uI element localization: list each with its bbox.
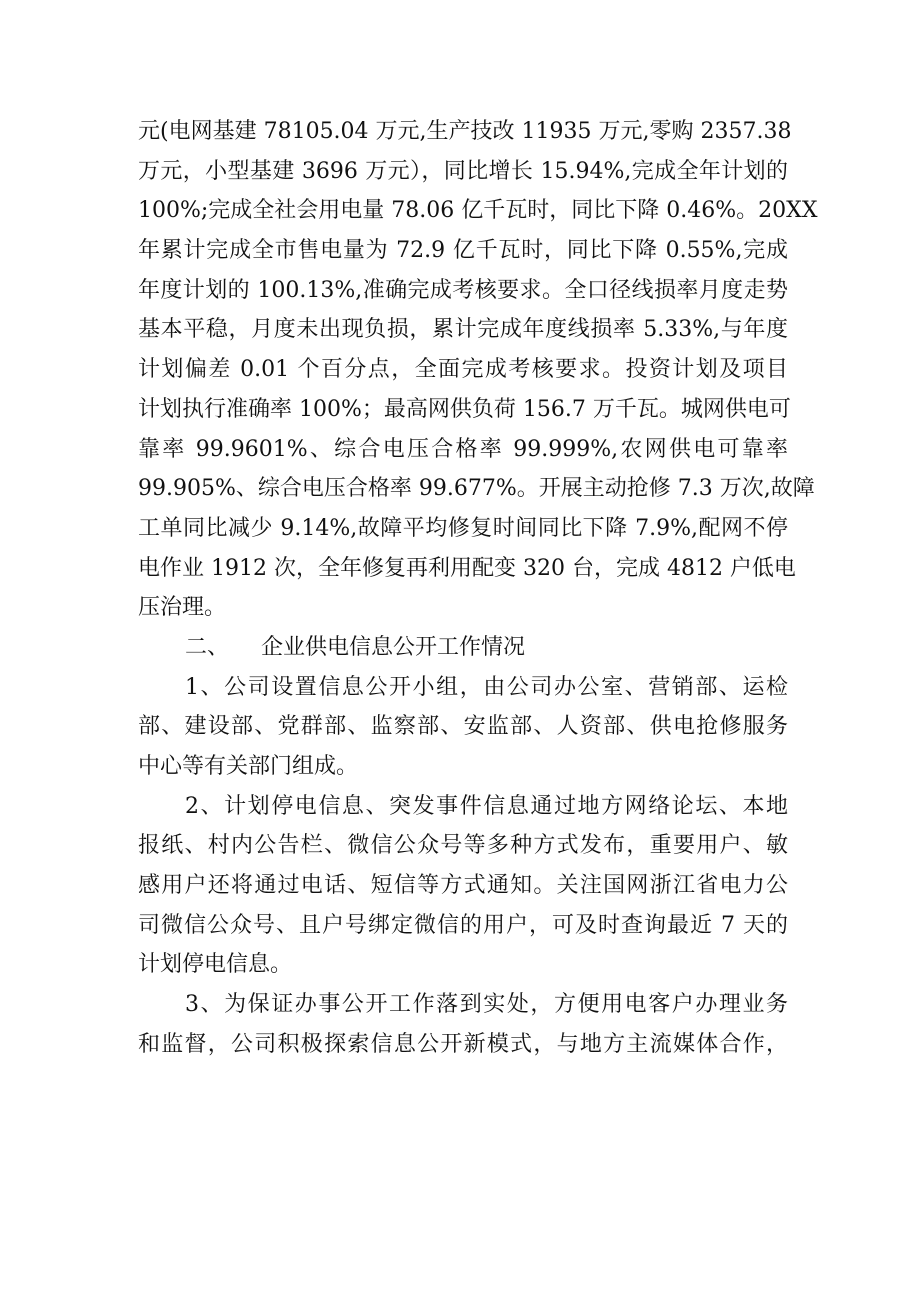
paragraph-item-2	[138, 787, 788, 985]
text-line: 计划执行准确率 100%；最高网供负荷 156.7 万千瓦。城网供电可	[138, 396, 791, 422]
text-line: 压治理。	[138, 595, 227, 621]
text-line: 100%;完成全社会用电量 78.06 亿千瓦时，同比下降 0.46%。20XX	[138, 198, 818, 224]
text-line: 基本平稳，月度未出现负损，累计完成年度线损率 5.33%,与年度	[138, 317, 788, 343]
text-line: 1、公司设置信息公开小组，由公司办公室、营销部、运检	[185, 674, 788, 700]
text-line: 3、为保证办事公开工作落到实处，方便用电客户办理业务	[185, 992, 788, 1018]
text-line: 中心等有关部门组成。	[138, 754, 359, 779]
text-line: 99.905%、综合电压合格率 99.677%。开展主动抢修 7.3 万次,故障	[138, 476, 815, 502]
text-line: 年度计划的 100.13%,准确完成考核要求。全口径线损率月度走势	[138, 277, 788, 303]
section-number: 二、	[185, 634, 230, 660]
paragraph-item-3	[138, 985, 788, 1064]
section-heading	[138, 628, 788, 668]
text-line: 和监督，公司积极探索信息公开新模式，与地方主流媒体合作，	[138, 1031, 788, 1057]
text-line: 元(电网基建 78105.04 万元,生产技改 11935 万元,零购 2357.38	[138, 119, 792, 144]
paragraph-statistics	[138, 112, 818, 628]
text-line: 感用户还将通过电话、短信等方式通知。关注国网浙江省电力公	[138, 873, 788, 899]
text-line: 电作业 1912 次，全年修复再利用配变 320 台，完成 4812 户低电	[138, 555, 796, 581]
text-line: 工单同比减少 9.14%,故障平均修复时间同比下降 7.9%,配网不停	[138, 515, 788, 541]
text-line: 部、建设部、党群部、监察部、安监部、人资部、供电抢修服务	[138, 714, 788, 740]
text-line: 靠率 99.9601%、综合电压合格率 99.999%,农网供电可靠率	[138, 436, 788, 462]
section-title: 企业供电信息公开工作情况	[261, 634, 526, 660]
text-line: 计划停电信息。	[138, 952, 293, 978]
text-line: 司微信公众号、且户号绑定微信的用户，可及时查询最近 7 天的	[138, 912, 788, 938]
text-line: 报纸、村内公告栏、微信公众号等多种方式发布，重要用户、敏	[138, 833, 788, 859]
document-body	[138, 112, 818, 1065]
text-line: 2、计划停电信息、突发事件信息通过地方网络论坛、本地	[185, 793, 788, 819]
text-line: 计划偏差 0.01 个百分点，全面完成考核要求。投资计划及项目	[138, 357, 788, 383]
paragraph-item-1	[138, 668, 788, 787]
text-line: 年累计完成全市售电量为 72.9 亿千瓦时，同比下降 0.55%,完成	[138, 238, 788, 264]
text-line: 万元，小型基建 3696 万元），同比增长 15.94%,完成全年计划的	[138, 158, 788, 184]
